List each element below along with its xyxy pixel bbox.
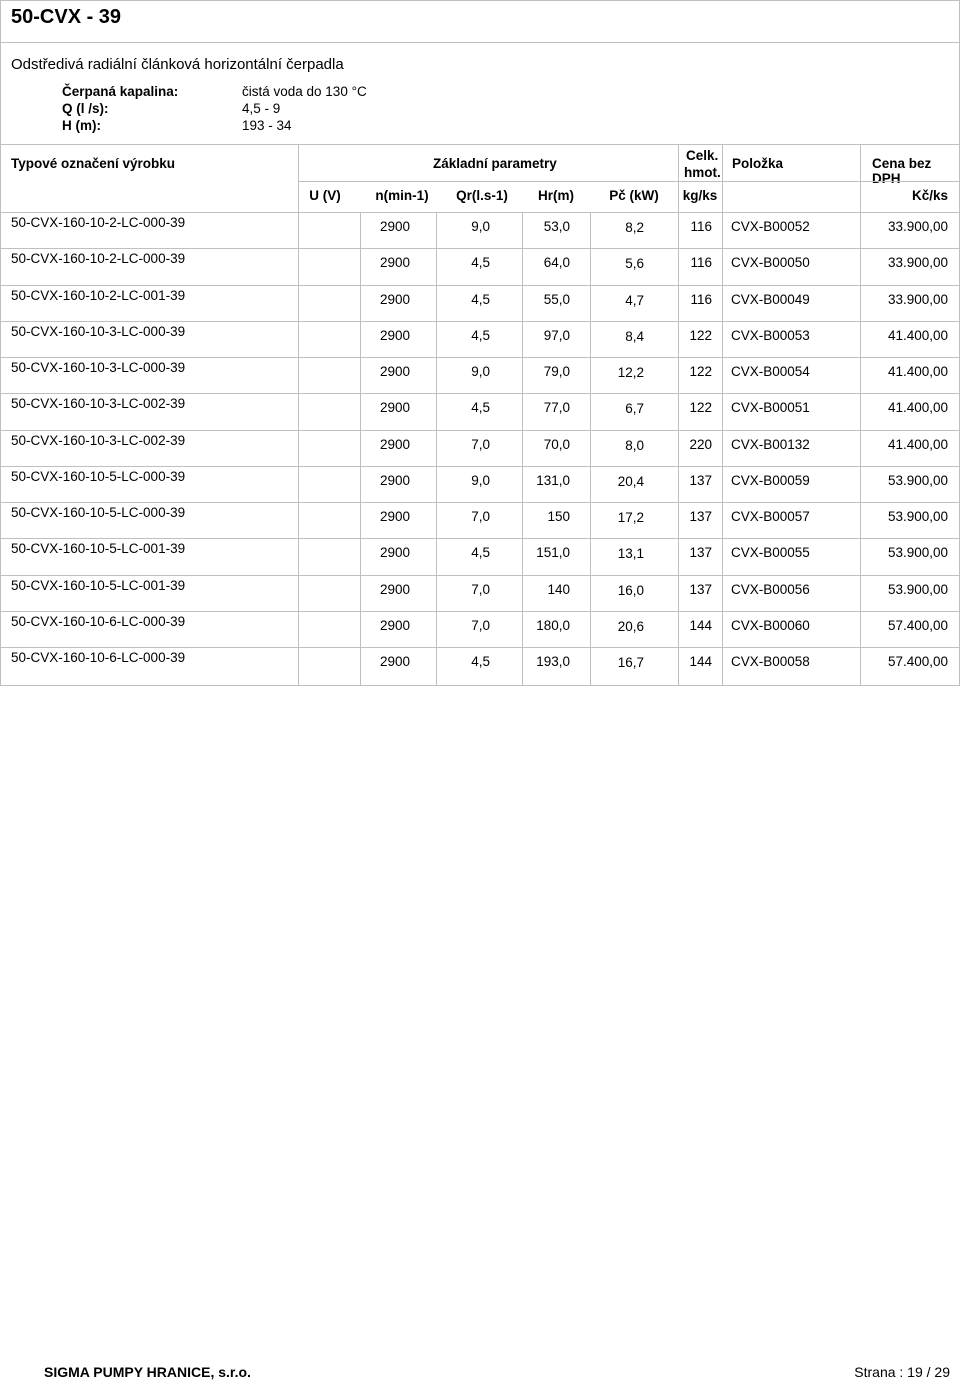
row-divider xyxy=(0,647,960,648)
cell-kg: 116 xyxy=(690,255,712,271)
info-label-flow: Q (l /s): xyxy=(62,101,109,116)
cell-price: 41.400,00 xyxy=(887,436,948,452)
page-title: 50-CVX - 39 xyxy=(11,6,122,28)
col-power: Pč (kW) xyxy=(609,188,659,203)
cell-n: 2900 xyxy=(379,436,410,452)
header-weight-line1: Celk. xyxy=(686,148,719,163)
cell-price: 33.900,00 xyxy=(887,255,948,271)
header-basic-params: Základní parametry xyxy=(433,156,557,171)
grid-line xyxy=(722,145,723,212)
grid-line xyxy=(0,212,960,213)
grid-line xyxy=(860,145,861,212)
cell-item: CVX-B00053 xyxy=(731,327,810,343)
cell-p: 16,7 xyxy=(617,655,644,670)
divider xyxy=(0,42,960,43)
header-type: Typové označení výrobku xyxy=(11,156,176,171)
cell-p: 20,6 xyxy=(617,618,644,634)
cell-item: CVX-B00054 xyxy=(731,364,810,379)
cell-kg: 137 xyxy=(689,509,712,524)
cell-item: CVX-B00059 xyxy=(731,472,810,488)
cell-kg: 122 xyxy=(689,364,712,379)
product-type: 50-CVX-160-10-3-LC-002-39 xyxy=(11,396,186,412)
cell-q: 7,0 xyxy=(471,581,490,597)
cell-p: 13,1 xyxy=(617,546,644,562)
cell-kg: 137 xyxy=(689,545,712,561)
product-type: 50-CVX-160-10-3-LC-000-39 xyxy=(11,323,186,339)
cell-q: 7,0 xyxy=(471,436,490,452)
cell-item: CVX-B00132 xyxy=(731,436,810,452)
product-type: 50-CVX-160-10-3-LC-000-39 xyxy=(11,360,186,375)
cell-kg: 116 xyxy=(690,219,712,234)
product-type: 50-CVX-160-10-5-LC-001-39 xyxy=(11,577,186,593)
product-type: 50-CVX-160-10-6-LC-000-39 xyxy=(11,650,186,665)
cell-h: 70,0 xyxy=(543,436,570,452)
cell-q: 4,5 xyxy=(471,291,490,307)
cell-p: 5,6 xyxy=(625,256,644,272)
product-type: 50-CVX-160-10-5-LC-000-39 xyxy=(11,505,186,520)
cell-kg: 144 xyxy=(689,617,712,633)
cell-q: 9,0 xyxy=(471,219,490,234)
cell-h: 64,0 xyxy=(543,255,570,271)
product-type: 50-CVX-160-10-2-LC-001-39 xyxy=(11,287,186,303)
col-price-unit: Kč/ks xyxy=(911,188,948,203)
cell-q: 4,5 xyxy=(471,400,490,416)
cell-price: 53.900,00 xyxy=(887,472,948,488)
info-value-flow: 4,5 - 9 xyxy=(242,101,281,116)
cell-q: 4,5 xyxy=(471,654,490,669)
product-type: 50-CVX-160-10-5-LC-001-39 xyxy=(11,541,186,557)
cell-h: 180,0 xyxy=(536,617,570,633)
grid-line xyxy=(678,145,679,212)
row-divider xyxy=(0,357,960,358)
row-divider xyxy=(0,538,960,539)
product-type: 50-CVX-160-10-3-LC-002-39 xyxy=(11,432,186,448)
cell-n: 2900 xyxy=(379,581,410,597)
cell-q: 4,5 xyxy=(471,327,490,343)
product-type: 50-CVX-160-10-6-LC-000-39 xyxy=(11,613,186,629)
row-divider xyxy=(0,430,960,431)
cell-item: CVX-B00060 xyxy=(731,617,810,633)
row-divider xyxy=(0,466,960,467)
footer-page-number: Strana : 19 / 29 xyxy=(854,1364,950,1380)
grid-line xyxy=(298,181,960,182)
product-type: 50-CVX-160-10-2-LC-000-39 xyxy=(11,215,186,230)
cell-price: 53.900,00 xyxy=(887,509,948,524)
cell-kg: 137 xyxy=(689,581,712,597)
cell-price: 33.900,00 xyxy=(887,291,948,307)
cell-item: CVX-B00056 xyxy=(731,581,810,597)
cell-q: 9,0 xyxy=(471,472,490,488)
cell-h: 193,0 xyxy=(536,654,570,669)
cell-n: 2900 xyxy=(379,219,410,234)
cell-price: 33.900,00 xyxy=(887,219,948,234)
cell-item: CVX-B00050 xyxy=(731,255,810,271)
cell-price: 57.400,00 xyxy=(887,654,948,669)
grid-line xyxy=(360,212,361,685)
cell-n: 2900 xyxy=(379,509,410,524)
cell-h: 53,0 xyxy=(543,219,570,234)
info-label-head: H (m): xyxy=(62,118,101,133)
cell-item: CVX-B00051 xyxy=(731,400,810,416)
info-label-liquid: Čerpaná kapalina: xyxy=(62,84,179,99)
product-type: 50-CVX-160-10-5-LC-000-39 xyxy=(11,468,186,484)
cell-n: 2900 xyxy=(379,545,410,561)
col-weight: kg/ks xyxy=(682,188,718,203)
cell-kg: 122 xyxy=(689,327,712,343)
cell-p: 4,7 xyxy=(625,292,644,308)
row-divider xyxy=(0,611,960,612)
page-subtitle: Odstředivá radiální článková horizontální čerpadla xyxy=(11,56,344,73)
cell-h: 151,0 xyxy=(536,545,570,561)
cell-n: 2900 xyxy=(379,617,410,633)
cell-n: 2900 xyxy=(379,327,410,343)
cell-p: 20,4 xyxy=(617,473,644,489)
cell-n: 2900 xyxy=(379,400,410,416)
cell-h: 150 xyxy=(547,509,570,524)
row-divider xyxy=(0,502,960,503)
cell-q: 4,5 xyxy=(471,545,490,561)
row-divider xyxy=(0,575,960,576)
cell-h: 55,0 xyxy=(543,291,570,307)
cell-q: 9,0 xyxy=(471,364,490,379)
col-flow: Qr(l.s-1) xyxy=(456,188,508,203)
cell-price: 41.400,00 xyxy=(887,364,948,379)
header-item: Položka xyxy=(732,156,784,171)
row-divider xyxy=(0,393,960,394)
cell-price: 41.400,00 xyxy=(887,400,948,416)
cell-price: 57.400,00 xyxy=(887,617,948,633)
cell-n: 2900 xyxy=(379,654,410,669)
info-value-head: 193 - 34 xyxy=(242,118,292,133)
row-divider xyxy=(0,248,960,249)
cell-n: 2900 xyxy=(379,255,410,271)
cell-q: 7,0 xyxy=(471,617,490,633)
cell-n: 2900 xyxy=(379,364,410,379)
row-divider xyxy=(0,321,960,322)
cell-p: 12,2 xyxy=(617,365,644,380)
cell-item: CVX-B00057 xyxy=(731,509,810,524)
cell-p: 8,0 xyxy=(625,437,644,453)
divider xyxy=(0,144,960,145)
cell-h: 79,0 xyxy=(543,364,570,379)
col-head: Hr(m) xyxy=(538,188,574,203)
cell-kg: 144 xyxy=(689,654,712,669)
col-voltage: U (V) xyxy=(309,188,341,203)
cell-p: 8,2 xyxy=(625,220,644,235)
cell-item: CVX-B00055 xyxy=(731,545,810,561)
grid-line xyxy=(298,145,299,685)
cell-kg: 137 xyxy=(689,472,712,488)
cell-h: 77,0 xyxy=(543,400,570,416)
cell-h: 131,0 xyxy=(536,472,570,488)
info-value-liquid: čistá voda do 130 °C xyxy=(242,84,367,99)
cell-kg: 220 xyxy=(689,436,712,452)
cell-item: CVX-B00058 xyxy=(731,654,810,669)
footer-company: SIGMA PUMPY HRANICE, s.r.o. xyxy=(44,1364,251,1380)
cell-item: CVX-B00049 xyxy=(731,291,810,307)
row-divider xyxy=(0,285,960,286)
product-type: 50-CVX-160-10-2-LC-000-39 xyxy=(11,251,186,267)
col-speed: n(min-1) xyxy=(375,188,429,203)
cell-q: 4,5 xyxy=(471,255,490,271)
cell-price: 53.900,00 xyxy=(887,545,948,561)
cell-q: 7,0 xyxy=(471,509,490,524)
cell-price: 41.400,00 xyxy=(887,327,948,343)
cell-p: 6,7 xyxy=(625,401,644,417)
grid-line xyxy=(722,212,723,685)
cell-kg: 122 xyxy=(689,400,712,416)
cell-h: 97,0 xyxy=(543,327,570,343)
cell-price: 53.900,00 xyxy=(887,581,948,597)
cell-item: CVX-B00052 xyxy=(731,219,810,234)
cell-p: 17,2 xyxy=(617,510,644,525)
cell-n: 2900 xyxy=(379,291,410,307)
cell-h: 140 xyxy=(547,581,570,597)
cell-p: 16,0 xyxy=(617,582,644,598)
cell-n: 2900 xyxy=(379,472,410,488)
header-price: Cena bez DPH xyxy=(872,156,932,186)
cell-kg: 116 xyxy=(690,291,712,307)
header-weight-line2: hmot. xyxy=(684,165,721,180)
cell-p: 8,4 xyxy=(625,328,644,344)
